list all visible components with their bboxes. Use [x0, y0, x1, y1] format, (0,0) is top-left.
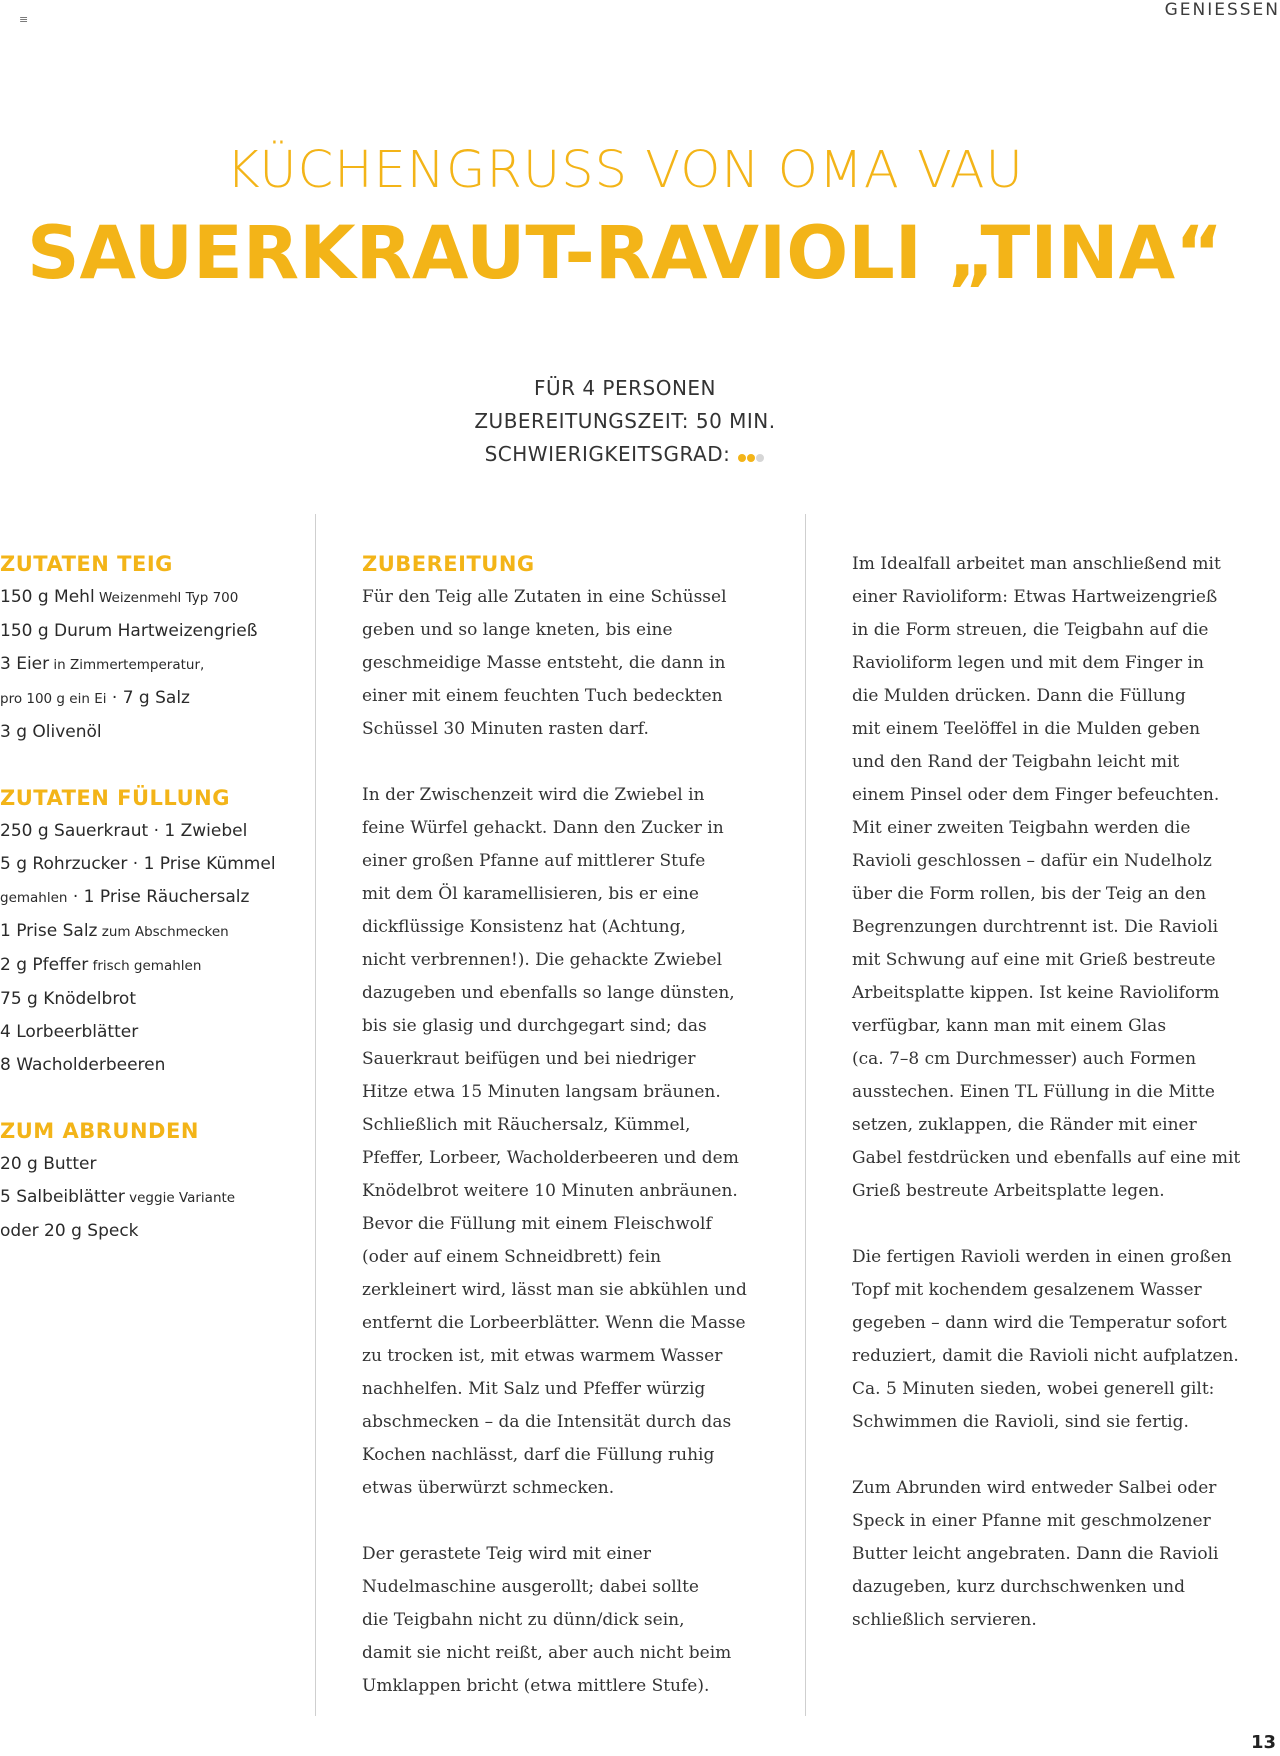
column-divider [315, 514, 316, 1716]
ingredient-item [0, 1049, 300, 1082]
ingredient-main: 3 Eier [0, 654, 50, 674]
difficulty-dot-filled [747, 454, 755, 462]
ingredient-item [0, 815, 300, 848]
ingredient-main: 20 g Butter [0, 1154, 97, 1174]
finishing-heading: ZUM ABRUNDEN [0, 1119, 199, 1143]
ingredient-item [0, 1181, 300, 1215]
preparation-column-continued [852, 548, 1272, 1637]
prep-time: ZUBEREITUNGSZEIT: 50 MIN. [474, 409, 776, 433]
ingredient-main: 8 Wacholderbeeren [0, 1055, 166, 1075]
ingredient-main: 4 Lorbeerblätter [0, 1022, 139, 1042]
preparation-paragraph: Zum Abrunden wird entweder Salbei oder Speck in einer Pfanne mit geschmolzener Butter leicht angebraten. Dann die Ravioli dazugeben, kurz durchschwenken und schließlich servieren. [852, 1478, 1219, 1630]
preparation-paragraph: Im Idealfall arbeitet man anschließend mit einer Ravioliform: Etwas Hartweizengrieß in die Form streuen, die Teigbahn auf die Ravioliform legen und mit dem Finger in die Mulden drücken. Dann die Füllung mit einem Teelöffel in die Mulden geben und den Rand der Teigbahn leicht mit einem Pinsel oder dem Finger befeuchten. Mit einer zweiten Teigbahn werden die Ravioli geschlossen – dafür ein Nudelholz über die Form rollen, bis der Teig an den Begrenzungen durchtrennt ist. Die Ravioli mit Schwung auf eine mit Grieß bestreute Arbeitsplatte kippen. Ist keine Ravioliform verfügbar, kann man mit einem Glas (ca. 7–8 cm Durchmesser) auch Formen ausstechen. Einen TL Füllung in die Mitte setzen, zuklappen, die Ränder mit einer Gabel festdrücken und ebenfalls auf eine mit Grieß bestreute Arbeitsplatte legen. [852, 554, 1241, 1201]
column-divider [805, 514, 806, 1716]
ingredient-main: · 7 g Salz [106, 688, 190, 708]
ingredient-item [0, 1016, 300, 1049]
ingredient-main: 3 g Olivenöl [0, 722, 102, 742]
ingredient-main: · 1 Prise Räuchersalz [67, 887, 250, 907]
difficulty-rating [738, 439, 765, 472]
page-number: 13 [1250, 1732, 1276, 1753]
ingredient-main: 150 g Durum Hartweizengrieß [0, 621, 258, 641]
ingredient-main: 150 g Mehl [0, 587, 95, 607]
ingredient-main: oder 20 g Speck [0, 1221, 139, 1241]
preparation-heading: ZUBEREITUNG [362, 552, 535, 576]
ingredient-note: frisch gemahlen [88, 958, 202, 974]
ingredient-main: 250 g Sauerkraut · 1 Zwiebel [0, 821, 248, 841]
ingredient-note: gemahlen [0, 890, 68, 906]
difficulty-dot-filled [738, 454, 746, 462]
menu-icon[interactable]: ≡ [19, 13, 29, 26]
ingredient-item [0, 581, 300, 615]
recipe-title: SAUERKRAUT-RAVIOLI „TINA“ [26, 211, 1224, 296]
ingredient-item [0, 615, 300, 648]
ingredient-main: 5 g Rohrzucker · 1 Prise Kümmel [0, 854, 276, 874]
section-label: GENIESSEN [1164, 0, 1280, 20]
filling-list [0, 815, 300, 1082]
ingredient-item [0, 949, 300, 983]
difficulty [0, 438, 1250, 472]
ingredient-note: Weizenmehl Typ 700 [94, 590, 239, 606]
ingredient-note: zum Abschmecken [97, 924, 229, 940]
ingredient-main: 75 g Knödelbrot [0, 989, 136, 1009]
ingredient-item [0, 1215, 300, 1248]
recipe-kicker: KÜCHENGRUSS VON OMA VAU [226, 141, 1024, 200]
ingredients-column [0, 548, 300, 1248]
ingredient-note: veggie Variante [124, 1190, 236, 1206]
ingredient-main: 1 Prise Salz [0, 921, 98, 941]
ingredient-item [0, 682, 300, 716]
ingredient-item [0, 881, 300, 915]
ingredient-item [0, 648, 300, 682]
ingredient-item [0, 848, 300, 881]
ingredient-main: 2 g Pfeffer [0, 955, 89, 975]
dough-heading: ZUTATEN TEIG [0, 552, 173, 576]
ingredient-note: pro 100 g ein Ei [0, 691, 107, 707]
servings: FÜR 4 PERSONEN [533, 376, 717, 400]
ingredient-item [0, 1148, 300, 1181]
ingredient-item [0, 716, 300, 749]
preparation-column [362, 548, 782, 1703]
ingredient-main: 5 Salbeiblätter [0, 1187, 125, 1207]
preparation-paragraph: Der gerastete Teig wird mit einer Nudelmaschine ausgerollt; dabei sollte die Teigbahn nicht zu dünn/dick sein, damit sie nicht reißt, aber auch nicht beim Umklappen bricht (etwa mittlere Stufe). [362, 1544, 732, 1696]
preparation-paragraph: Für den Teig alle Zutaten in eine Schüssel geben und so lange kneten, bis eine geschmeidige Masse entsteht, die dann in einer mit einem feuchten Tuch bedeckten Schüssel 30 Minuten rasten darf. [362, 587, 727, 739]
difficulty-label: SCHWIERIGKEITSGRAD: [484, 442, 731, 466]
difficulty-dot-empty [756, 454, 764, 462]
dough-list [0, 581, 300, 749]
preparation-paragraph: In der Zwischenzeit wird die Zwiebel in feine Würfel gehackt. Dann den Zucker in einer großen Pfanne auf mittlerer Stufe mit dem Öl karamellisieren, bis er eine dickflüssige Konsistenz hat (Achtung, nicht verbrennen!). Die gehackte Zwiebel dazugeben und ebenfalls so lange dünsten, bis sie glasig und durchgegart sind; das Sauerkraut beifügen und bei niedriger Hitze etwa 15 Minuten langsam bräunen. Schließlich mit Räuchersalz, Kümmel, Pfeffer, Lorbeer, Wacholderbeeren und dem Knödelbrot weitere 10 Minuten anbräunen. Bevor die Füllung mit einem Fleischwolf (oder auf einem Schneidbrett) fein zerkleinert wird, lässt man sie abkühlen und entfernt die Lorbeerblätter. Wenn die Masse zu trocken ist, mit etwas warmem Wasser nachhelfen. Mit Salz und Pfeffer würzig abschmecken – da die Intensität durch das Kochen nachlässt, darf die Füllung ruhig etwas überwürzt schmecken. [362, 785, 747, 1498]
preparation-paragraph: Die fertigen Ravioli werden in einen großen Topf mit kochendem gesalzenem Wasser gegeben – dann wird die Temperatur sofort reduziert, damit die Ravioli nicht aufplatzen. Ca. 5 Minuten sieden, wobei generell gilt: Schwimmen die Ravioli, sind sie fertig. [852, 1247, 1239, 1432]
filling-heading: ZUTATEN FÜLLUNG [0, 786, 230, 810]
finishing-list [0, 1148, 300, 1248]
recipe-meta [0, 372, 1250, 472]
ingredient-item [0, 915, 300, 949]
ingredient-note: in Zimmertemperatur, [49, 657, 205, 673]
ingredient-item [0, 983, 300, 1016]
